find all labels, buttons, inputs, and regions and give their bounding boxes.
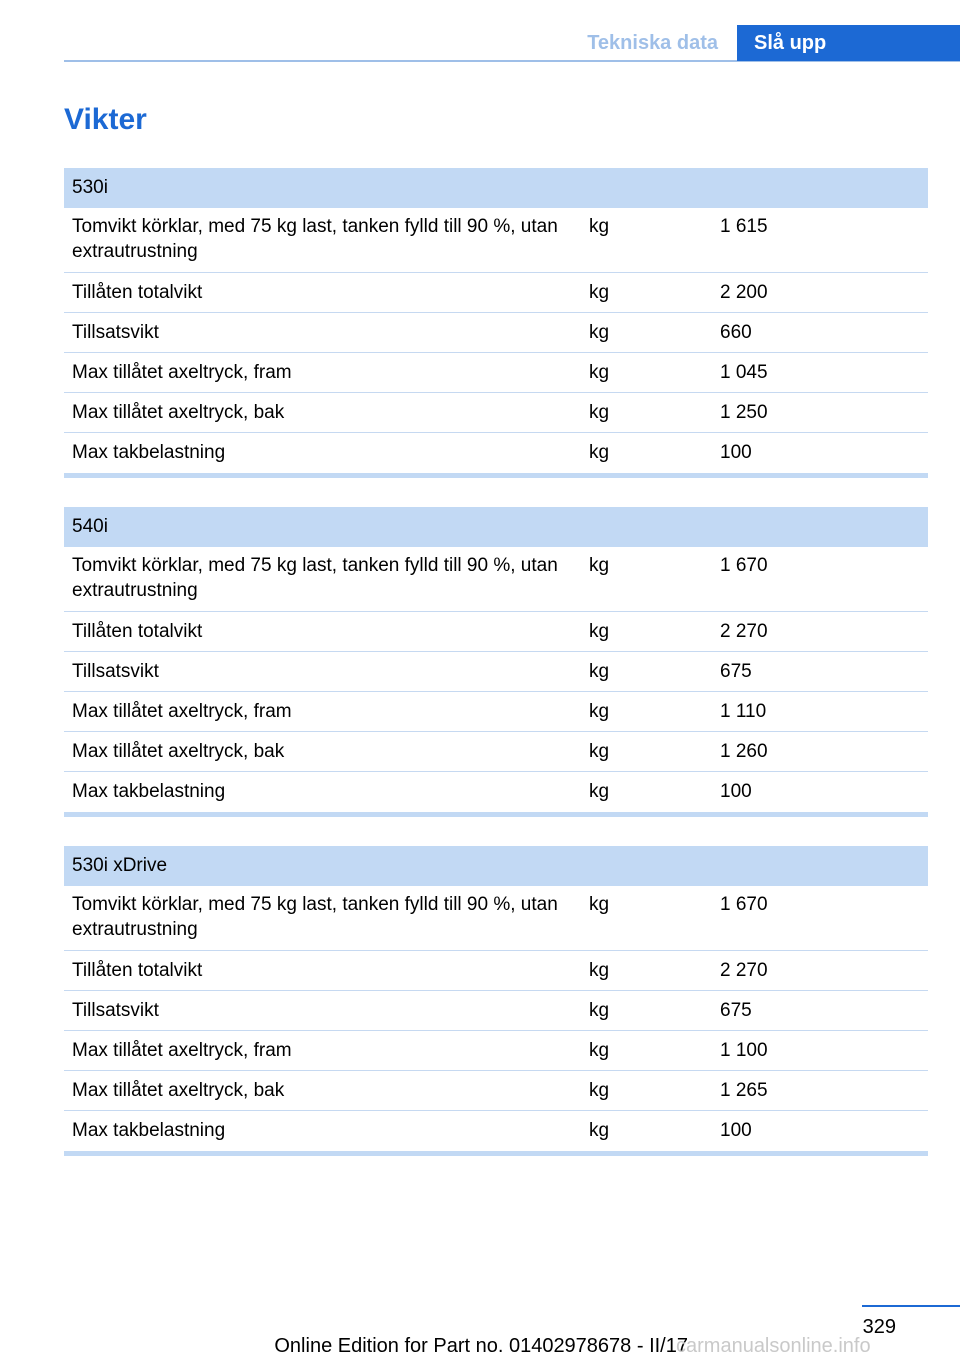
row-unit: kg <box>589 216 610 237</box>
page-title: Vikter <box>64 103 147 136</box>
row-label: Max tillåtet axeltryck, fram <box>72 1040 292 1061</box>
row-label: Max tillåtet axeltryck, fram <box>72 701 292 722</box>
row-unit: kg <box>589 1000 610 1021</box>
row-unit: kg <box>589 555 610 576</box>
row-label: Tillsatsvikt <box>72 1000 159 1021</box>
row-unit: kg <box>589 1040 610 1061</box>
table-row <box>64 547 928 612</box>
row-unit: kg <box>589 1120 610 1141</box>
row-value: 100 <box>720 781 752 802</box>
table-model-heading: 530i <box>64 168 928 208</box>
table-row <box>64 313 928 353</box>
table-row <box>64 732 928 772</box>
table-row <box>64 208 928 273</box>
weights-table-540i <box>64 507 928 817</box>
row-label: Tillsatsvikt <box>72 661 159 682</box>
header-section-label[interactable]: Tekniska data <box>587 32 718 54</box>
row-label: Tillåten totalvikt <box>72 621 203 642</box>
row-label: Tillåten totalvikt <box>72 960 203 981</box>
header-tab[interactable]: Slå upp <box>737 25 960 61</box>
row-value: 1 045 <box>720 362 768 383</box>
table-model-heading: 540i <box>64 507 928 547</box>
row-unit: kg <box>589 781 610 802</box>
row-label: Tomvikt körklar, med 75 kg last, tanken fylld till 90 %, utan extrautrustning <box>72 216 558 262</box>
table-row <box>64 772 928 812</box>
row-value: 2 200 <box>720 282 768 303</box>
table-row <box>64 353 928 393</box>
row-value: 1 110 <box>720 701 767 722</box>
table-end-bar <box>64 473 928 478</box>
weights-table-530i-xdrive <box>64 846 928 1156</box>
row-label: Max takbelastning <box>72 781 226 802</box>
row-value: 1 250 <box>720 402 768 423</box>
table-end-bar <box>64 1151 928 1156</box>
row-value: 2 270 <box>720 621 768 642</box>
row-label: Tomvikt körklar, med 75 kg last, tanken fylld till 90 %, utan extrautrustning <box>72 555 558 601</box>
row-label: Max tillåtet axeltryck, bak <box>72 1080 285 1101</box>
row-label: Max takbelastning <box>72 442 226 463</box>
row-label: Max takbelastning <box>72 1120 226 1141</box>
row-unit: kg <box>589 621 610 642</box>
row-unit: kg <box>589 402 610 423</box>
row-unit: kg <box>589 1080 610 1101</box>
row-value: 1 670 <box>720 894 768 915</box>
row-unit: kg <box>589 741 610 762</box>
row-value: 1 670 <box>720 555 768 576</box>
row-unit: kg <box>589 282 610 303</box>
row-label: Tillåten totalvikt <box>72 282 203 303</box>
table-row <box>64 433 928 473</box>
row-value: 1 615 <box>720 216 768 237</box>
row-label: Max tillåtet axeltryck, bak <box>72 402 285 423</box>
row-value: 1 265 <box>720 1080 768 1101</box>
row-value: 2 270 <box>720 960 768 981</box>
row-unit: kg <box>589 322 610 343</box>
row-unit: kg <box>589 894 610 915</box>
table-row <box>64 1031 928 1071</box>
footer-rule <box>862 1305 960 1307</box>
table-row <box>64 1111 928 1151</box>
row-label: Tillsatsvikt <box>72 322 159 343</box>
weights-table-530i <box>64 168 928 478</box>
table-row <box>64 951 928 991</box>
row-value: 675 <box>720 661 752 682</box>
row-unit: kg <box>589 362 610 383</box>
table-row <box>64 612 928 652</box>
table-row <box>64 886 928 951</box>
table-row <box>64 991 928 1031</box>
weights-tables <box>64 168 928 1185</box>
row-label: Max tillåtet axeltryck, fram <box>72 362 292 383</box>
table-row <box>64 273 928 313</box>
row-unit: kg <box>589 701 610 722</box>
row-label: Max tillåtet axeltryck, bak <box>72 741 285 762</box>
table-row <box>64 652 928 692</box>
row-value: 100 <box>720 442 752 463</box>
row-label: Tomvikt körklar, med 75 kg last, tanken fylld till 90 %, utan extrautrustning <box>72 894 558 940</box>
row-value: 675 <box>720 1000 752 1021</box>
row-unit: kg <box>589 661 610 682</box>
watermark: carmanualsonline.info <box>676 1335 871 1357</box>
row-value: 660 <box>720 322 752 343</box>
page-number: 329 <box>862 1316 896 1338</box>
row-value: 1 260 <box>720 741 768 762</box>
row-value: 1 100 <box>720 1040 768 1061</box>
table-row <box>64 692 928 732</box>
table-row <box>64 1071 928 1111</box>
row-unit: kg <box>589 442 610 463</box>
edition-note: Online Edition for Part no. 01402978678 - II/17 <box>274 1335 688 1357</box>
table-row <box>64 393 928 433</box>
table-end-bar <box>64 812 928 817</box>
table-model-heading: 530i xDrive <box>64 846 928 886</box>
row-value: 100 <box>720 1120 752 1141</box>
row-unit: kg <box>589 960 610 981</box>
